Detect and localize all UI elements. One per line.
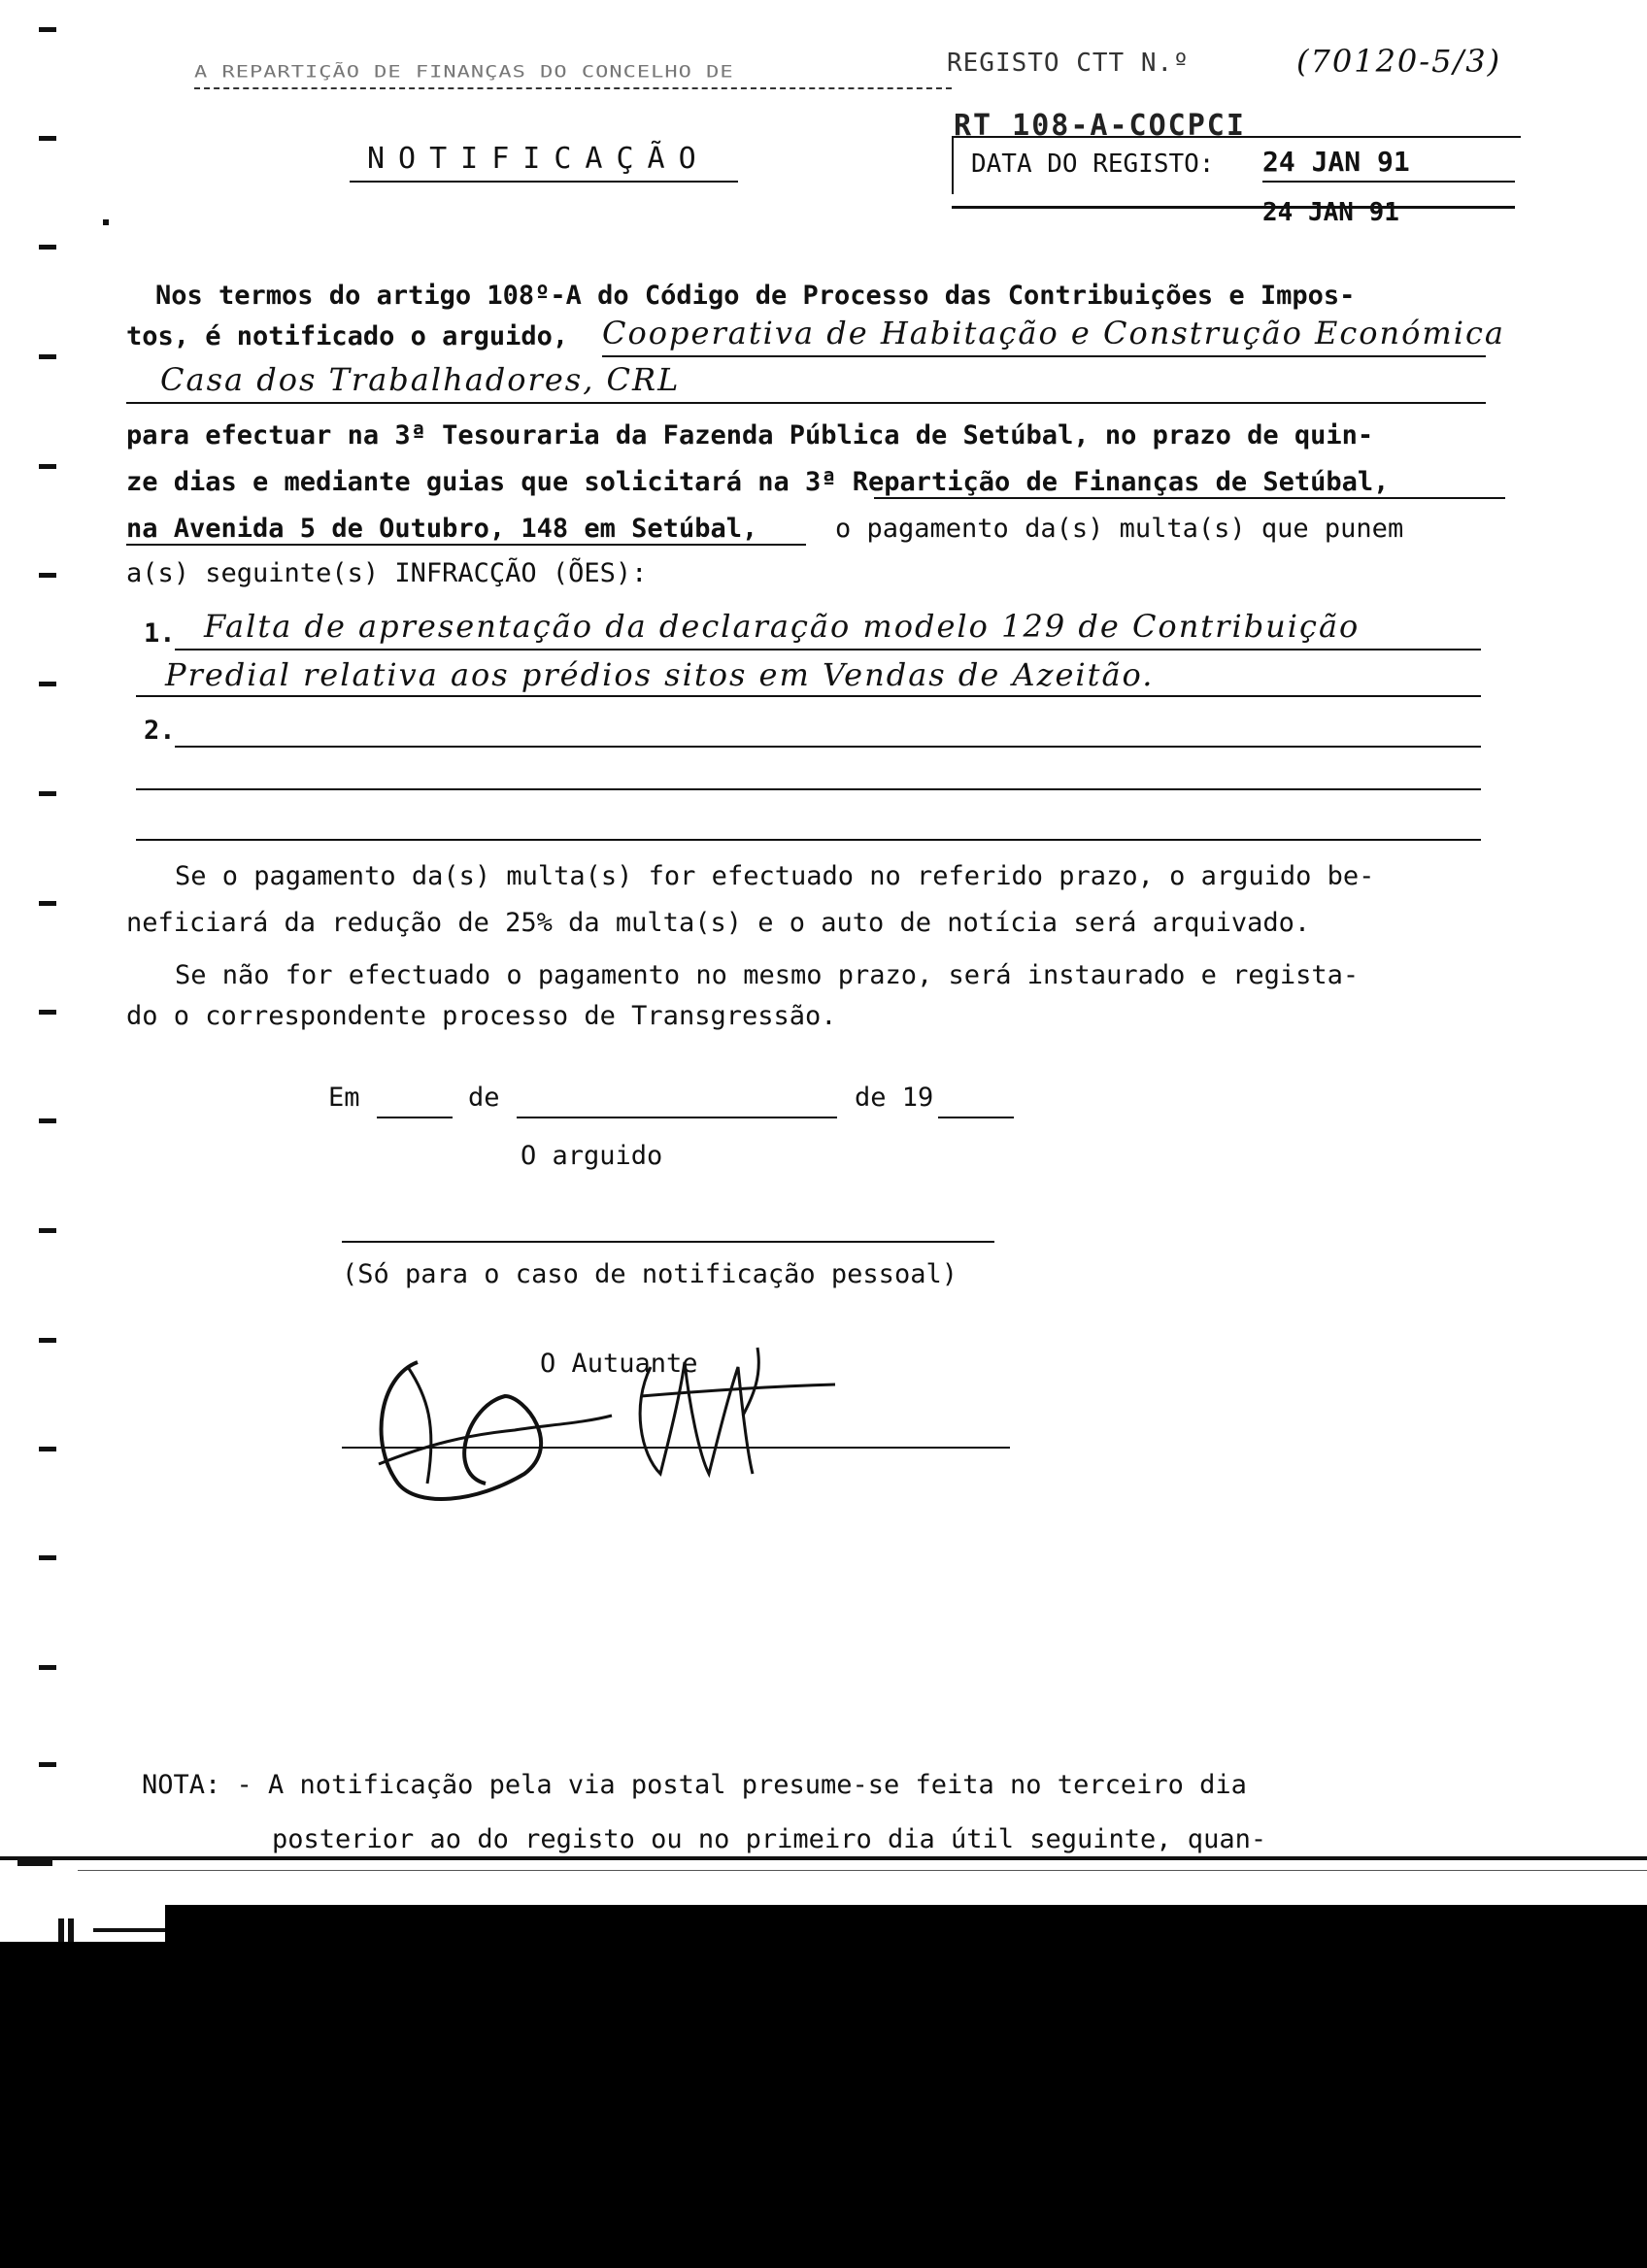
- margin-mark: [39, 1665, 56, 1670]
- autuante-signature: [359, 1338, 864, 1513]
- scan-rule-thin: [78, 1870, 1647, 1871]
- dot-mark: [103, 219, 109, 225]
- date-em: Em: [328, 1083, 360, 1113]
- margin-mark: [39, 27, 56, 32]
- arguido-line-1: [602, 355, 1486, 357]
- para-line-1: para efectuar na 3ª Tesouraria da Fazenda Pública de Setúbal, no prazo de quin-: [126, 420, 1374, 450]
- para-line-3-underline: [126, 544, 806, 546]
- margin-mark: [39, 1118, 56, 1123]
- margin-mark: [39, 1010, 56, 1015]
- data-registo-value: 24 JAN 91: [1262, 146, 1410, 178]
- infraction-1-text-b: Predial relativa aos prédios sitos em Vendas de Azeitão.: [165, 656, 1155, 693]
- margin-mark: [39, 791, 56, 796]
- infraction-2-line-b: [136, 788, 1481, 790]
- date-year-line: [938, 1117, 1014, 1118]
- margin-mark: [39, 245, 56, 250]
- para-line-2: ze dias e mediante guias que solicitará na 3ª Repartição de Finanças de Setúbal,: [126, 467, 1390, 497]
- data-registo-label: DATA DO REGISTO:: [971, 150, 1215, 179]
- margin-mark: [39, 1447, 56, 1451]
- margin-mark: [39, 901, 56, 906]
- arguido-signature-line: [342, 1241, 994, 1243]
- margin-mark: [39, 354, 56, 359]
- registo-no-value: (70120-5/3): [1296, 43, 1502, 80]
- header-rule: [952, 206, 1515, 209]
- arguido-name-2: Casa dos Trabalhadores, CRL: [160, 361, 681, 398]
- scan-rule: [0, 1856, 1647, 1860]
- reduction-line-2: neficiará da redução de 25% da multa(s) e o auto de notícia será arquivado.: [126, 908, 1311, 938]
- arguido-line-2: [126, 402, 1486, 404]
- registo-no-label: REGISTO CTT N.º: [947, 49, 1190, 78]
- autuante-label: O Autuante: [540, 1349, 698, 1379]
- date-month-line: [517, 1117, 837, 1118]
- infraction-1-number: 1.: [144, 618, 176, 649]
- scan-bar: [165, 1905, 1647, 1942]
- para-line-3a: na Avenida 5 de Outubro, 148 em Setúbal,: [126, 514, 758, 544]
- scan-mark: [17, 1860, 52, 1866]
- reduction-line-1: Se o pagamento da(s) multa(s) for efectuado no referido prazo, o arguido be-: [175, 861, 1375, 891]
- para-line-4: a(s) seguinte(s) INFRACÇÃO (ÕES):: [126, 558, 648, 588]
- margin-mark: [39, 1338, 56, 1343]
- margin-mark: [39, 682, 56, 686]
- personal-note: (Só para o caso de notificação pessoal): [342, 1259, 958, 1289]
- nota-line-2: posterior ao do registo ou no primeiro dia útil seguinte, quan-: [272, 1824, 1267, 1854]
- scan-mark: [93, 1928, 171, 1932]
- intro-line-1: Nos termos do artigo 108º-A do Código de Processo das Contribuições e Impos-: [155, 281, 1356, 311]
- infraction-2-line-a: [175, 746, 1481, 748]
- infraction-1-line-b: [136, 695, 1481, 697]
- intro-line-2: tos, é notificado o arguido,: [126, 321, 569, 351]
- margin-mark: [39, 1762, 56, 1767]
- title-underline: [350, 181, 738, 183]
- registo-stamp: RT 108-A-COCPCI: [954, 109, 1246, 143]
- date-day-line: [377, 1117, 453, 1118]
- caption-underline: [194, 87, 952, 89]
- arguido-name-1: Cooperativa de Habitação e Construção Económica: [602, 315, 1505, 351]
- page-title: NOTIFICAÇÃO: [367, 142, 710, 176]
- margin-mark: [39, 573, 56, 578]
- infraction-1-line-a: [175, 649, 1481, 650]
- date-de-1: de: [468, 1083, 500, 1113]
- margin-mark: [39, 1228, 56, 1233]
- margin-mark: [39, 1555, 56, 1560]
- para-line-3b: o pagamento da(s) multa(s) que punem: [835, 514, 1404, 544]
- infraction-2-line-c: [136, 839, 1481, 841]
- infraction-1-text-a: Falta de apresentação da declaração modelo 129 de Contribuição: [204, 608, 1361, 645]
- nota-line-1: NOTA: - A notificação pela via postal presume-se feita no terceiro dia: [142, 1770, 1247, 1800]
- arguido-label: O arguido: [521, 1141, 663, 1171]
- infraction-2-number: 2.: [144, 716, 176, 746]
- date-de-19: de 19: [855, 1083, 934, 1113]
- margin-mark: [39, 136, 56, 141]
- data-registo-line: [1262, 181, 1515, 183]
- margin-mark: [39, 464, 56, 469]
- stamp-date: 24 JAN 91: [1262, 198, 1399, 227]
- scan-black-region: [0, 1942, 1647, 2268]
- process-line-2: do o correspondente processo de Transgressão.: [126, 1001, 837, 1031]
- para-line-2-underline: [874, 497, 1505, 499]
- top-caption: A REPARTIÇÃO DE FINANÇAS DO CONCELHO DE: [194, 63, 734, 82]
- process-line-1: Se não for efectuado o pagamento no mesmo prazo, será instaurado e regista-: [175, 960, 1360, 990]
